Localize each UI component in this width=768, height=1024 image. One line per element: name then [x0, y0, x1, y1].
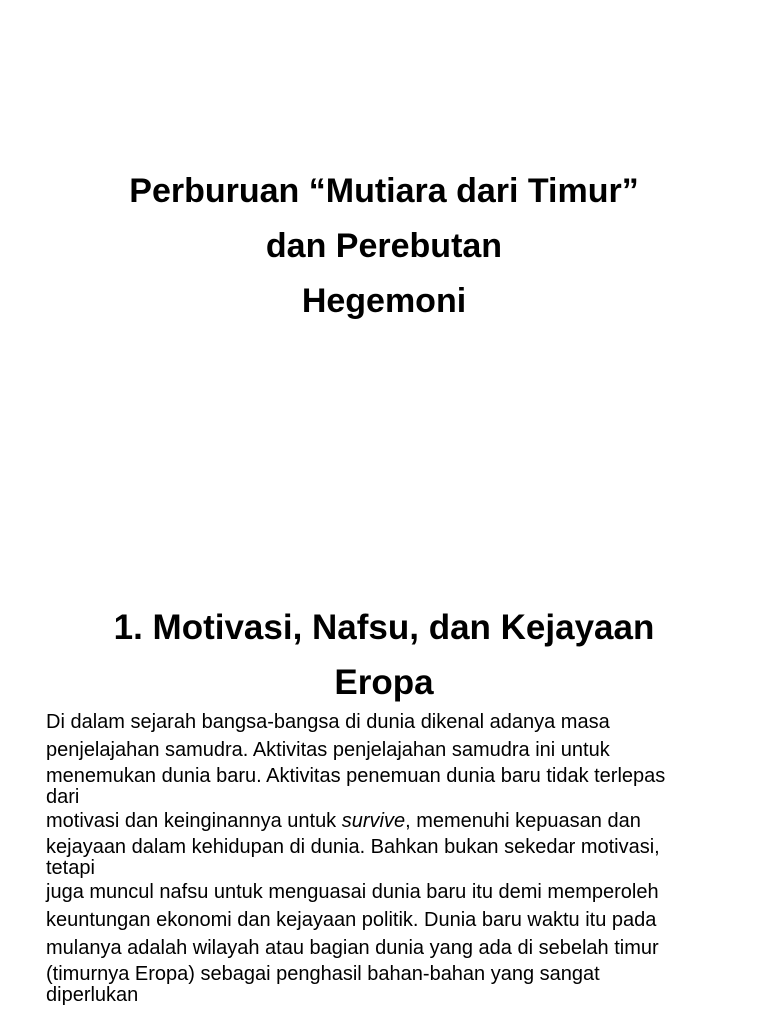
emphasis-text: survive [341, 810, 406, 832]
body-line: mulanya adalah wilayah atau bagian dunia yang ada di sebelah timur [46, 937, 659, 959]
body-line: tetapi [46, 857, 95, 879]
title-line-2: dan Perebutan [265, 227, 503, 265]
body-line: penjelajahan samudra. Aktivitas penjelajahan samudra ini untuk [46, 739, 610, 761]
body-line: keuntungan ekonomi dan kejayaan politik. Dunia baru waktu itu pada [46, 909, 657, 931]
section-title-line-2: Eropa [334, 663, 434, 702]
section-title [40, 600, 728, 710]
section-title-line-1: 1. Motivasi, Nafsu, dan Kejayaan [113, 608, 655, 647]
body-line: Di dalam sejarah bangsa-bangsa di dunia dikenal adanya masa [46, 711, 610, 733]
body-line: menemukan dunia baru. Aktivitas penemuan dunia baru tidak terlepas [46, 765, 666, 787]
body-line: diperlukan [46, 984, 139, 1006]
title-line-3: Hegemoni [301, 282, 467, 320]
body-text-segment: motivasi dan keinginannya untuk [46, 810, 342, 832]
body-text-segment: , memenuhi kepuasan dan [405, 810, 641, 832]
slide-title [40, 164, 728, 329]
body-line: kejayaan dalam kehidupan di dunia. Bahkan bukan sekedar motivasi, [46, 836, 660, 858]
body-line: juga muncul nafsu untuk menguasai dunia baru itu demi memperoleh [46, 881, 659, 903]
content-slide [0, 560, 768, 1024]
body-line-with-emphasis [46, 807, 736, 835]
body-line: (timurnya Eropa) sebagai penghasil bahan-bahan yang sangat [46, 963, 600, 985]
title-line-1: Perburuan “Mutiara dari Timur” [129, 172, 639, 210]
body-paragraph [46, 708, 736, 1005]
body-line: dari [46, 786, 80, 808]
